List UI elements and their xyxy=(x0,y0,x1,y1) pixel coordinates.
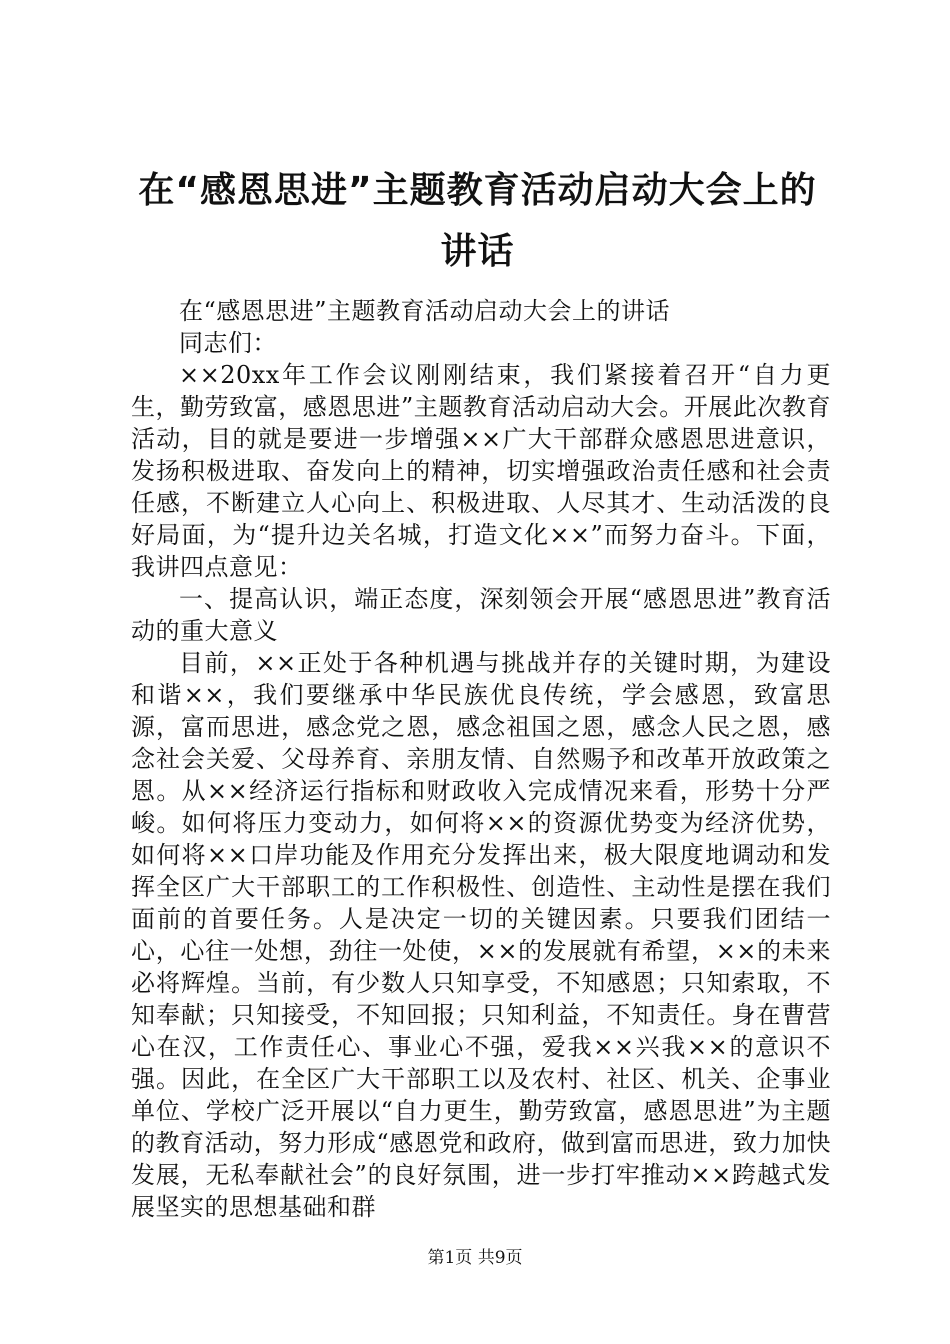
repeated-title-paragraph: 在“感恩思进”主题教育活动启动大会上的讲话 xyxy=(179,297,671,325)
intro-paragraph: ××20xx年工作会议刚刚结束，我们紧接着召开“自力更生，勤劳致富，感恩思进”主题教育活动启动大会。开展此次教育活动，目的就是要进一步增强××广大干部群众感恩思进意识，发扬积极进取、奋发向上的精神，切实增强政治责任感和社会责任感，不断建立人心向上、积极进取、人尽其才、生动活泼的良好局面，为“提升边关名城，打造文化××”而努力奋斗。下面，我讲四点意见： xyxy=(131,361,831,581)
section-heading-one: 一、提高认识，端正态度，深刻领会开展“感恩思进”教育活动的重大意义 xyxy=(131,585,831,645)
document-title: 在“感恩思进”主题教育活动启动大会上的讲话 xyxy=(138,170,817,272)
body-paragraph: 目前，××正处于各种机遇与挑战并存的关键时期，为建设和谐××，我们要继承中华民族优良传统，学会感恩，致富思源，富而思进，感念党之恩，感念祖国之恩，感念人民之恩，感念社会关爱、父母养育、亲朋友情、自然赐予和改革开放政策之恩。从××经济运行指标和财政收入完成情况来看，形势十分严峻。如何将压力变动力，如何将××的资源优势变为经济优势，如何将××口岸功能及作用充分发挥出来，极大限度地调动和发挥全区广大干部职工的工作积极性、创造性、主动性是摆在我们面前的首要任务。人是决定一切的关键因素。只要我们团结一心，心往一处想，劲往一处使，××的发展就有希望，××的未来必将辉煌。当前，有少数人只知享受，不知感恩；只知索取，不知奉献；只知接受，不知回报；只知利益，不知责任。身在曹营心在汉，工作责任心、事业心不强，爱我××兴我××的意识不强。因此，在全区广大干部职工以及农村、社区、机关、企事业单位、学校广泛开展以“自力更生，勤劳致富，感恩思进”为主题的教育活动，努力形成“感恩党和政府，做到富而思进，致力加快发展，无私奉献社会”的良好氛围，进一步打牢推动××跨越式发展坚实的思想基础和群 xyxy=(131,649,831,1221)
document-body xyxy=(131,295,831,1223)
greeting-paragraph: 同志们： xyxy=(179,329,277,357)
page-number-footer: 第1页 共9页 xyxy=(427,1248,523,1268)
